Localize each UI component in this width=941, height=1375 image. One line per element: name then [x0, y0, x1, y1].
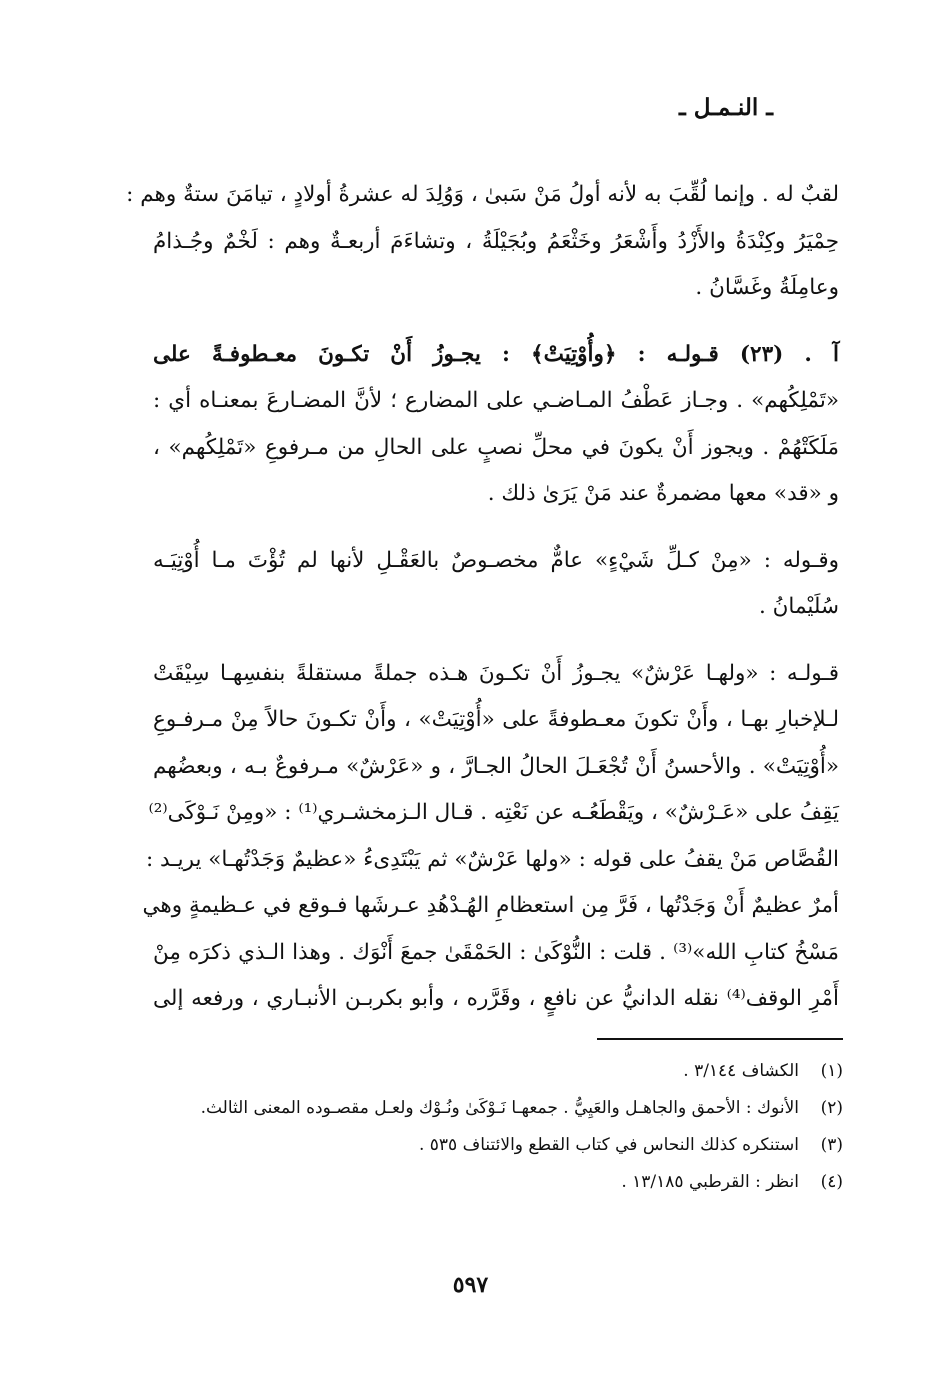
text-line: يَقِفُ على «عَـرْشٌ» ، ويَقْطَعُـه عن نَعْتِه . قـال الـزمخشـري⁽¹⁾ : «ومِنْ نَـوْكَى⁽²⁾ — [148, 800, 839, 825]
text-line: لقبٌ له . وإنما لُقِّبَ به لأنه أولُ مَنْ سَبىٰ ، وَوُلِدَ له عشرةُ أولادٍ ، تيامَنَ ستةٌ وهم : — [126, 182, 839, 207]
text-line: قـولـه : «ولهـا عَرْشٌ» يجـوزُ أَنْ تكـونَ هـذه جملةً مستقلةً بنفسِهـا سِيْقَتْ — [153, 660, 839, 686]
footnote-text: الكشاف ٣/١٤٤ . — [683, 1061, 799, 1081]
text-line: آ . (٢٣) قـولـه : ﴿وأُوْتِيَتْ﴾ : يجـوزُ أَنْ تكـونَ معـطوفـةً على — [153, 341, 840, 367]
text-line: أَمْرِ الوقف⁽⁴⁾ نقله الدانيُّ عن نافعٍ ، وقَرَّره ، وأبو بكربـن الأنبـاري ، ورفعه إلى — [153, 986, 839, 1011]
footnotes — [149, 1056, 843, 1204]
footnote-text: الأنوك : الأحمق والجاهـل والعَيِيُّ . جمعهـا نَـوْكَىٰ ونُـوْك ولعـل مقصـوده المعنى الثالث. — [200, 1098, 799, 1118]
footnote-number: (٢) — [820, 1098, 843, 1118]
footnote-number: (٣) — [820, 1135, 843, 1155]
footnote-number: (١) — [820, 1061, 843, 1081]
text-line: أمرٌ عظيمٌ أَنْ وَجَدْتُها ، فَرَّ مِن استعظامِ الهُـدْهُدِ عـرشَها فـوقع في عـظيمةٍ وهي — [142, 893, 839, 918]
running-head: ـ النـمـل ـ — [678, 94, 773, 121]
text-line: حِمْيَرُ وكِنْدَةُ والأَزْدُ وأَشْعَرُ وخَثْعَمُ وبُجَيْلَةُ ، وتشاءَمَ أربعـةٌ وهم : لَخْمٌ وجُـذامُ — [153, 228, 839, 254]
footnote-3 — [149, 1130, 843, 1161]
text-line: و «قد» معها مضمرةٌ عند مَنْ يَرَىٰ ذلك . — [487, 481, 839, 506]
text-line: لـلإخبارِ بهـا ، وأَنْ تكونَ معـطوفةً على «أُوْتِيَتْ» ، وأَنْ تكـونَ حالاً مِنْ مـرفـوعِ — [153, 707, 839, 732]
footnote-divider — [597, 1038, 843, 1040]
footnote-text: انظر : القرطبي ١٣/١٨٥ . — [621, 1172, 799, 1192]
text-line: وقـوله : «مِنْ كـلِّ شَيْءٍ» عامٌّ مخصـوصٌ بالعَقْـلِ لأنها لم تُؤْتَ مـا أُوْتِيَـه — [153, 547, 839, 573]
text-line: سُلَيْمانُ . — [758, 594, 839, 619]
paragraph-1 — [126, 172, 839, 312]
footnote-2 — [149, 1093, 843, 1124]
text-line: مَسْخُ كتابِ الله»⁽³⁾ . قلت : النُّوْكَىٰ : الحَمْقَىٰ جمعَ أَنْوَك . وهذا الـذي ذكرَه مِنْ — [153, 939, 839, 965]
paragraph-3 — [153, 538, 839, 631]
footnote-4 — [149, 1167, 843, 1198]
text-line: «أُوْتِيَتْ» . والأحسنُ أَنْ تُجْعَـلَ الحالُ الجـارَّ ، و «عَرْشٌ» مـرفوعٌ بـه ، وبعضُهم — [153, 753, 839, 779]
paragraph-2 — [153, 332, 839, 518]
text-line: وعامِلَةُ وغَسَّانُ . — [695, 275, 839, 300]
footnote-number: (٤) — [820, 1172, 843, 1192]
page-number: ٥٩٧ — [452, 1272, 489, 1298]
text-line: القُصَّاص مَنْ يقفُ على قوله : «ولها عَرْشٌ» ثم يَبْتَدِىءُ «عظيمٌ وَجَدْتُهـا» يريـد : — [145, 846, 839, 872]
footnote-text: استنكره كذلك النحاس في كتاب القطع والائتناف ٥٣٥ . — [418, 1135, 799, 1155]
footnote-1 — [149, 1056, 843, 1087]
main-text — [126, 172, 840, 1043]
text-line: مَلَكَتْهُمْ . ويجوز أَنْ يكونَ في محلِّ نصبٍ على الحالِ من مـرفوعِ «تَمْلِكُهم» ، — [153, 434, 839, 460]
paragraph-4 — [142, 651, 839, 1023]
text-line: «تَمْلِكُهم» . وجـاز عَطْفُ المـاضـي على المضارع ؛ لأنَّ المضـارعَ بمعنـاه أي : — [153, 388, 839, 413]
